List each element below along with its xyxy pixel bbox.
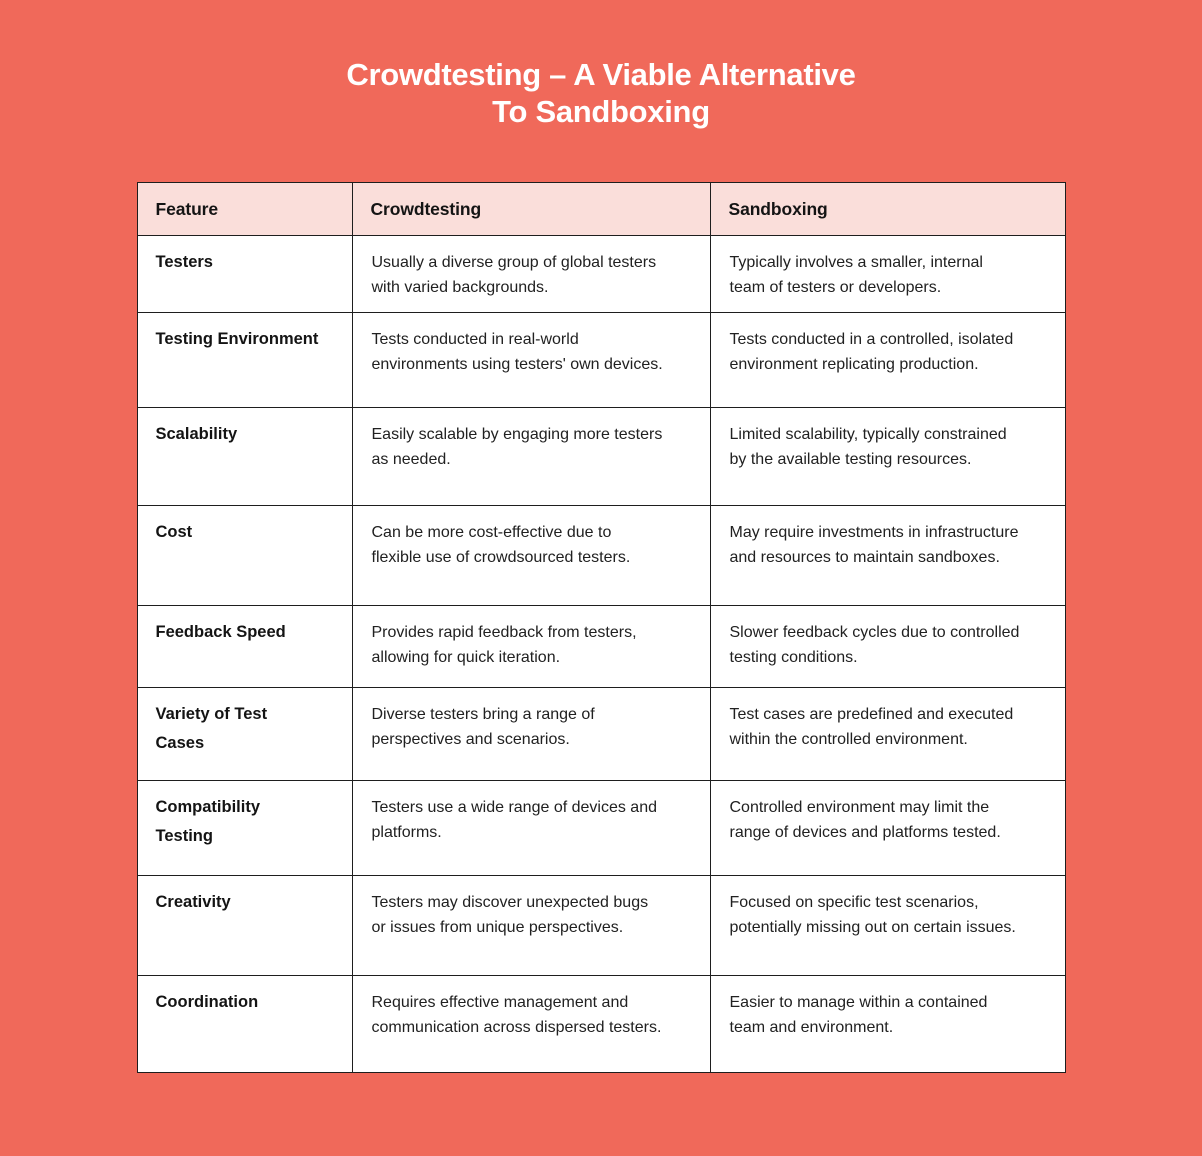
sandboxing-cell: Tests conducted in a controlled, isolated environment replicating production.: [710, 313, 1065, 408]
table-header-row: [137, 183, 1065, 236]
header-cell-sandboxing: Sandboxing: [710, 183, 1065, 236]
sandboxing-cell: Focused on specific test scenarios, potentially missing out on certain issues.: [710, 876, 1065, 976]
table-row-feedback-speed: [137, 606, 1065, 688]
table-row-cost: [137, 506, 1065, 606]
crowdtesting-cell: Provides rapid feedback from testers, allowing for quick iteration.: [352, 606, 710, 688]
feature-cell: Feedback Speed: [137, 606, 352, 688]
crowdtesting-cell: Can be more cost-effective due to flexible use of crowdsourced testers.: [352, 506, 710, 606]
sandboxing-cell: Easier to manage within a contained team and environment.: [710, 976, 1065, 1073]
crowdtesting-cell: Easily scalable by engaging more testers as needed.: [352, 408, 710, 506]
page-title: [0, 0, 1202, 130]
sandboxing-cell: Limited scalability, typically constrained by the available testing resources.: [710, 408, 1065, 506]
header-cell-crowdtesting: Crowdtesting: [352, 183, 710, 236]
table-row-testers: [137, 236, 1065, 313]
sandboxing-cell: Test cases are predefined and executed within the controlled environment.: [710, 688, 1065, 781]
sandboxing-cell: Slower feedback cycles due to controlled testing conditions.: [710, 606, 1065, 688]
table-row-testing-environment: [137, 313, 1065, 408]
crowdtesting-cell: Tests conducted in real-world environments using testers' own devices.: [352, 313, 710, 408]
feature-cell: Compatibility Testing: [137, 781, 352, 876]
comparison-table: [137, 182, 1066, 1073]
feature-cell: Testing Environment: [137, 313, 352, 408]
table-row-coordination: [137, 976, 1065, 1073]
table-row-variety-of-test-cases: [137, 688, 1065, 781]
crowdtesting-cell: Diverse testers bring a range of perspectives and scenarios.: [352, 688, 710, 781]
feature-cell: Coordination: [137, 976, 352, 1073]
sandboxing-cell: Controlled environment may limit the range of devices and platforms tested.: [710, 781, 1065, 876]
table-row-scalability: [137, 408, 1065, 506]
sandboxing-cell: May require investments in infrastructure and resources to maintain sandboxes.: [710, 506, 1065, 606]
header-cell-feature: Feature: [137, 183, 352, 236]
page-title-line-2: To Sandboxing: [492, 94, 710, 129]
table-row-creativity: [137, 876, 1065, 976]
crowdtesting-cell: Requires effective management and communication across dispersed testers.: [352, 976, 710, 1073]
sandboxing-cell: Typically involves a smaller, internal team of testers or developers.: [710, 236, 1065, 313]
table-row-compatibility-testing: [137, 781, 1065, 876]
page-title-line-1: Crowdtesting – A Viable Alternative: [346, 57, 856, 92]
crowdtesting-cell: Testers use a wide range of devices and platforms.: [352, 781, 710, 876]
feature-cell: Testers: [137, 236, 352, 313]
crowdtesting-cell: Testers may discover unexpected bugs or issues from unique perspectives.: [352, 876, 710, 976]
feature-cell: Cost: [137, 506, 352, 606]
feature-cell: Variety of Test Cases: [137, 688, 352, 781]
feature-cell: Creativity: [137, 876, 352, 976]
crowdtesting-cell: Usually a diverse group of global testers with varied backgrounds.: [352, 236, 710, 313]
feature-cell: Scalability: [137, 408, 352, 506]
